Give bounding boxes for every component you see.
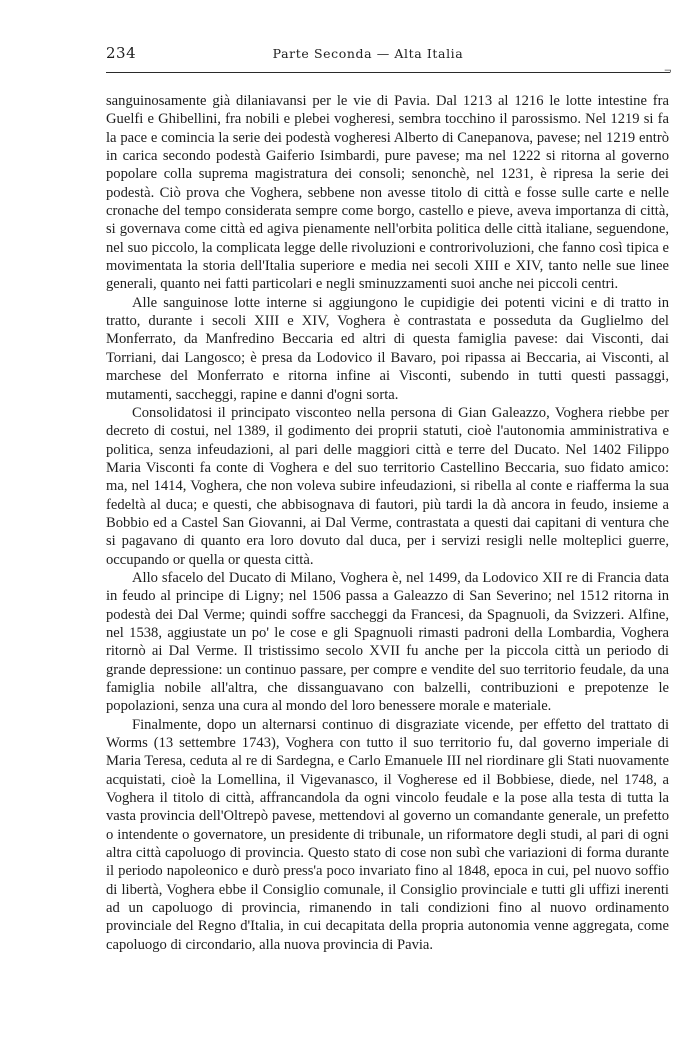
page-number: 234 [106,44,137,62]
body-text [106,92,669,954]
paragraph: Finalmente, dopo un alternarsi continuo di disgraziate vicende, per effetto del trattato di Worms (13 settembre 1743), Voghera con tutto il suo territorio fu, dal governo imperiale di Maria Teresa, ceduta al re di Sardegna, e Carlo Emanuele III nel riordinare gli Stati nuovamente acquistati, cioè la Lomellina, il Vigevanasco, il Vogherese ed il Bobbiese, diede, nel 1748, a Voghera il titolo di città, affrancandola da ogni vincolo feudale e la pose alla testa di tutta la vasta provincia dell'Oltrepò pavese, mettendovi al governo un comandante generale, un prefetto o intendente o governatore, un presidente di tribunale, un riformatore degli studi, al pari di ogni altra città capoluogo di provincia. Questo stato di cose non subì che variazioni di forma durante il periodo napoleonico e durò press'a poco invariato fino al 1848, epoca in cui, pel nuovo soffio di libertà, Voghera ebbe il Consiglio comunale, il Consiglio provinciale e tutti gli uffizi inerenti ad un capoluogo di provincia, rimanendo in tali condizioni fino al nuovo ordinamento provinciale del Regno d'Italia, in cui decapitata della propria autonomia venne aggregata, come capoluogo di circondario, alla nuova provincia di Pavia. [106,716,669,953]
paragraph: Allo sfacelo del Ducato di Milano, Voghera è, nel 1499, da Lodovico XII re di Francia data in feudo al principe di Ligny; nel 1506 passa a Galeazzo di San Severino; nel 1512 ritorna in podestà dei Dal Verme; quindi soffre saccheggi da Francesi, da Spagnuoli, da Svizzeri. Alfine, nel 1538, aggiustate un po' le cose e gli Spagnuoli rimasti padroni della Lombardia, Voghera ritornò ai Dal Verme. Il tristissimo secolo XVII fu anche per la piccola città un periodo di grande depressione: un continuo passare, per compre e vendite del suo territorio feudale, da una famiglia nobile all'altra, che dissanguavano con balzelli, contribuzioni e prepotenze le popolazioni, senza una cura al mondo del loro benessere morale e materiale. [106,569,669,715]
page-header [106,40,670,70]
paragraph: Alle sanguinose lotte interne si aggiungono le cupidigie dei potenti vicini e di tratto in tratto, durante i secoli XIII e XIV, Voghera è contrastata e posseduta da Guglielmo del Monferrato, da Manfredino Beccaria ed altri di questa famiglia pavese: dai Visconti, dai Torriani, dai Langosco; è presa da Lodovico il Bavaro, poi ripassa ai Beccaria, ai Visconti, al marchese del Monferrato e ritorna infine ai Visconti, subendo in tutti questi passaggi, mutamenti, saccheggi, rapine e danni d'ogni sorta. [106,294,669,403]
header-rule [106,72,670,73]
corner-mark: ¬ [663,66,672,77]
paragraph: sanguinosamente già dilaniavansi per le vie di Pavia. Dal 1213 al 1216 le lotte intestine fra Guelfi e Ghibellini, fra nobili e plebei vogheresi, sembra tocchino il parossismo. Nel 1219 si fa la pace e comincia la serie dei podestà vogheresi Alberto di Canepanova, pavese; nel 1219 entrò in carica secondo podestà Gaiferio Isimbardi, pure pavese; ma nel 1222 si ritorna al governo popolare colla suprema magistratura dei consoli; senonchè, nel 1231, è ripresa la serie dei podestà. Ciò prova che Voghera, sebbene non avesse titolo di città e fosse sulle carte e nelle cronache del tempo considerata sempre come borgo, castello e pieve, aveva importanza di città, si governava come città ed agiva pienamente nell'orbita politica delle città italiane, seguendone, nel suo piccolo, la complicata legge delle rivoluzioni e controrivoluzioni, che fanno così tipica e movimentata la storia dell'Italia superiore e media nei secoli XIII e XIV, tanto nelle sue linee generali, quanto nei fatti particolari e negli sminuzzamenti suoi anche nei piccoli centri. [106,93,669,293]
running-title: Parte Seconda — Alta Italia [272,46,464,61]
paragraph: Consolidatosi il principato visconteo nella persona di Gian Galeazzo, Voghera riebbe per decreto di costui, nel 1389, il godimento dei proprii statuti, cioè l'autonomia amministrativa e politica, senza infeudazioni, al pari delle maggiori città e terre del Ducato. Nel 1402 Filippo Maria Visconti fa conte di Voghera e del suo territorio Castellino Beccaria, suo fidato amico: ma, nel 1414, Voghera, che non voleva subire infeudazioni, si ribella al conte e riafferma la sua fedeltà al duca; e questi, che abbisognava di fautori, più tardi la dà ancora in feudo, insieme a Bobbio ed a Castel San Giovanni, ai Dal Verme, contrastata a questi dai capitani di ventura che si pagavano di quanto era loro dovuto dal duca, per i servizi resigli nelle molteplici guerre, occupando or quella or questa città. [106,404,669,568]
